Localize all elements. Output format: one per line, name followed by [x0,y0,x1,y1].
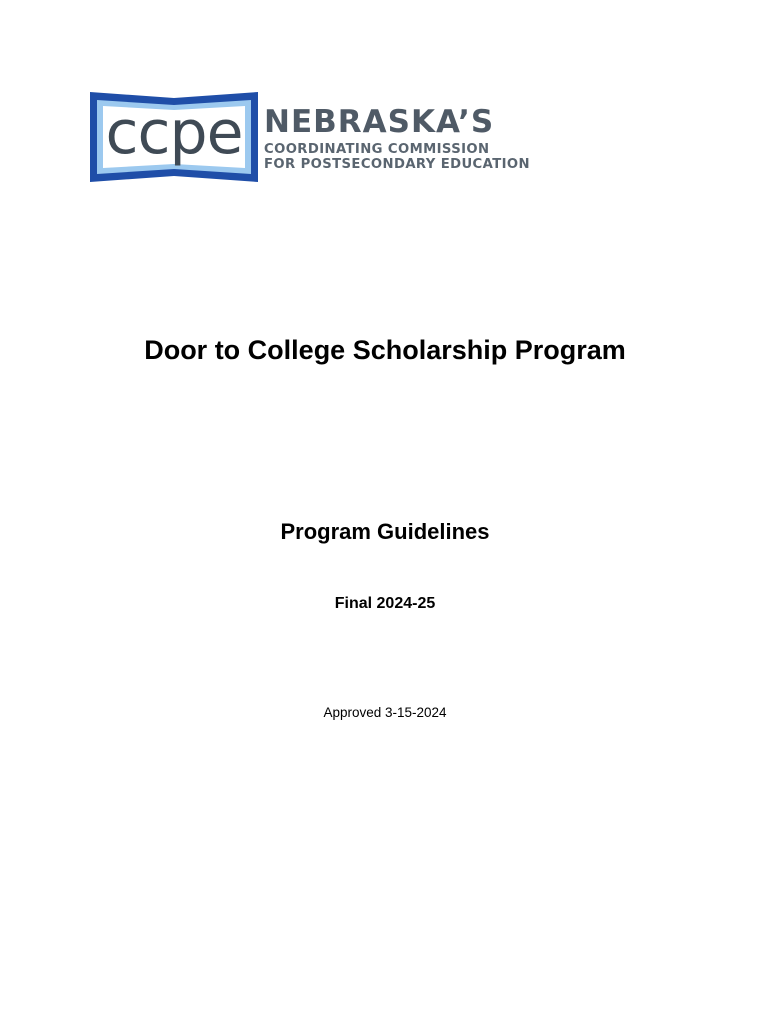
document-title: Door to College Scholarship Program [144,335,626,365]
logo-mark-text: ccpe [105,98,243,168]
logo-line-coordinating: COORDINATING COMMISSION [264,142,490,157]
logo-wordmark [264,104,530,172]
logo-mark [90,92,258,182]
document-subtitle: Program Guidelines [280,519,490,544]
approval-date: Approved 3-15-2024 [323,705,447,720]
logo-line-nebraskas: NEBRASKA’S [264,104,495,140]
ccpe-logo [90,92,530,184]
logo-line-postsecondary: FOR POSTSECONDARY EDUCATION [264,157,530,172]
document-version: Final 2024-25 [334,595,436,612]
